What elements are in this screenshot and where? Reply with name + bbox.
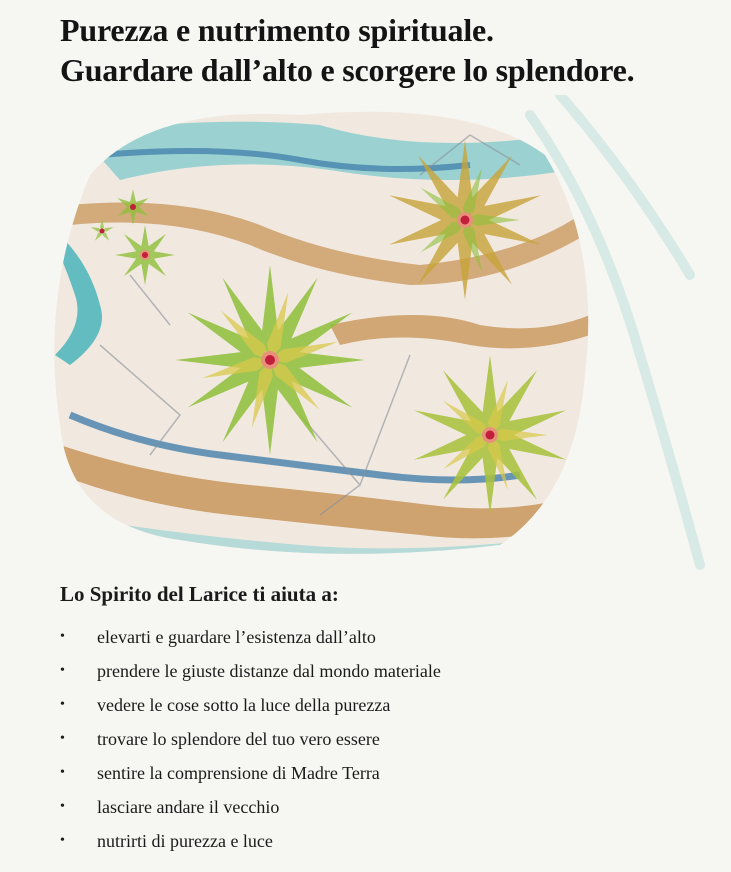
bullet-icon: •: [60, 765, 65, 780]
list-item-text: vedere le cose sotto la luce della purezza: [97, 695, 391, 715]
list-item-text: prendere le giuste distanze dal mondo materiale: [97, 661, 441, 681]
list-item-text: sentire la comprensione di Madre Terra: [97, 763, 380, 783]
list-item: [60, 830, 700, 864]
bullet-icon: •: [60, 629, 65, 644]
list-item: [60, 762, 700, 796]
list-item: [60, 660, 700, 694]
bullet-icon: •: [60, 731, 65, 746]
title-line-1: Purezza e nutrimento spirituale.: [60, 12, 494, 48]
list-item-text: lasciare andare il vecchio: [97, 797, 280, 817]
list-item: [60, 796, 700, 830]
bullet-icon: •: [60, 799, 65, 814]
list-item: [60, 728, 700, 762]
bullet-icon: •: [60, 663, 65, 678]
list-item-text: trovare lo splendore del tuo vero essere: [97, 729, 380, 749]
title-line-2: Guardare dall’alto e scorgere lo splendore.: [60, 52, 635, 88]
list-item-text: elevarti e guardare l’esistenza dall’alto: [97, 627, 376, 647]
bullet-icon: •: [60, 833, 65, 848]
benefits-list: [60, 626, 700, 864]
list-item: [60, 626, 700, 660]
list-item: [60, 694, 700, 728]
list-item-text: nutrirti di purezza e luce: [97, 831, 273, 851]
bullet-icon: •: [60, 697, 65, 712]
section-subtitle: Lo Spirito del Larice ti aiuta a:: [60, 582, 339, 606]
page-title: [60, 10, 720, 90]
star-small-upper-left: [115, 225, 175, 285]
larch-spirit-illustration: [0, 95, 731, 575]
